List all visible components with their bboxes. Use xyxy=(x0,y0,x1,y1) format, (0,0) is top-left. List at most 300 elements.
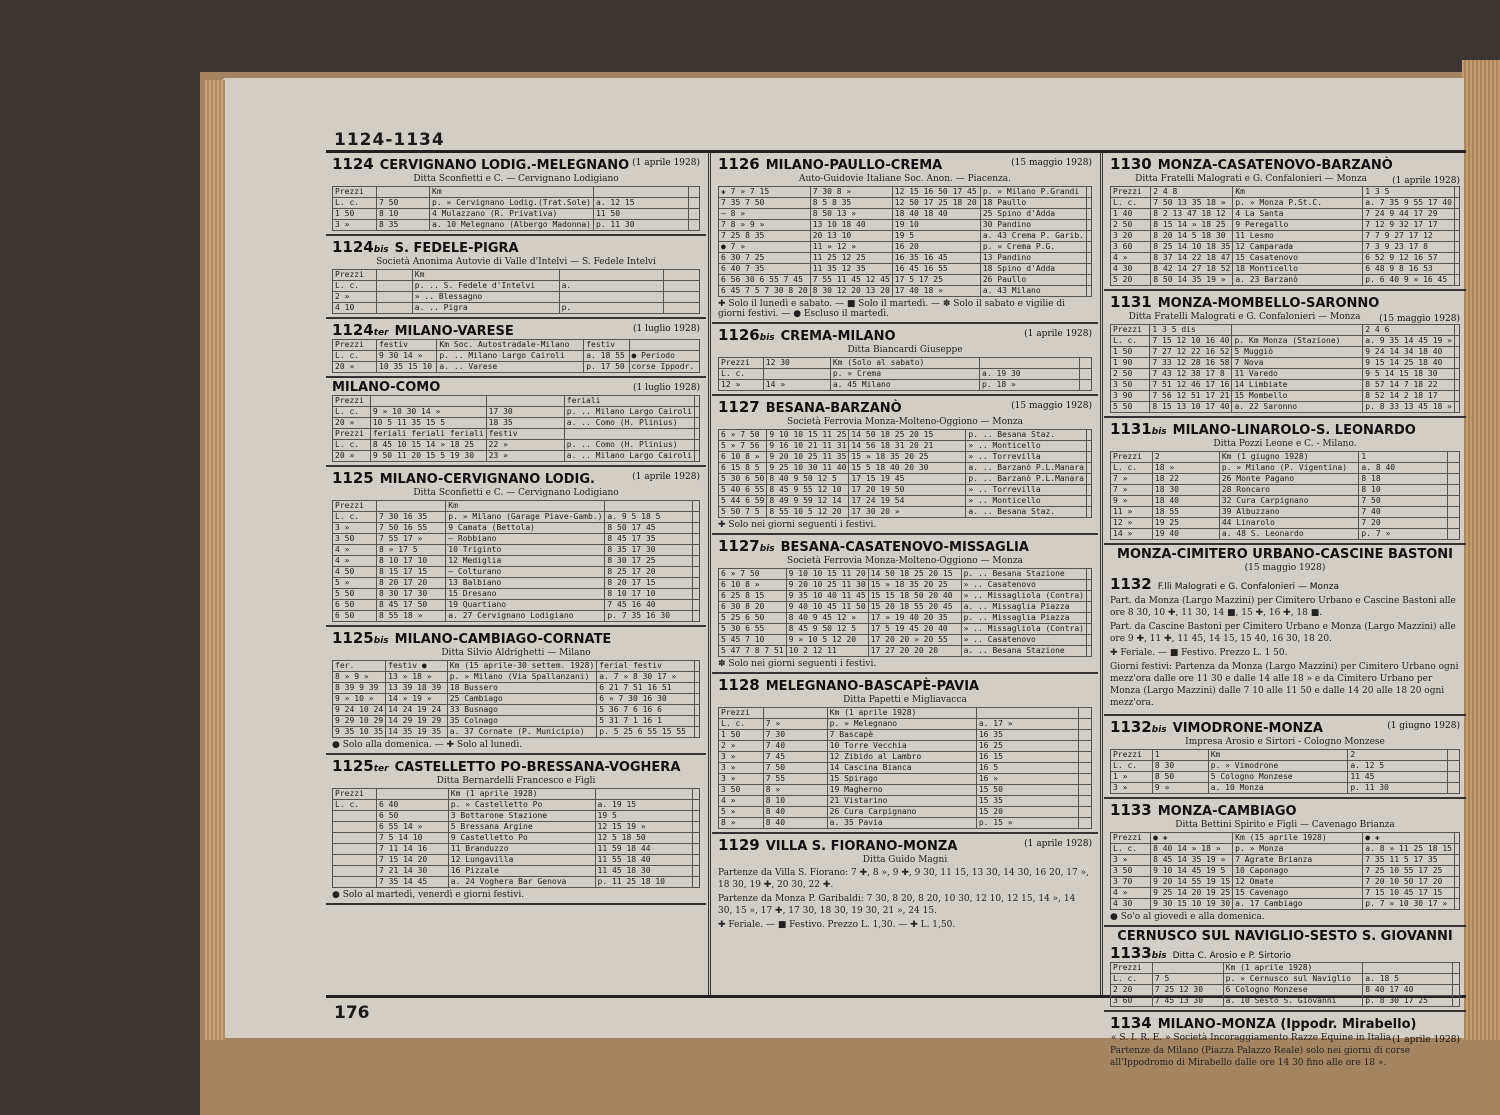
table-cell: p. .. Missaglia Piazza xyxy=(961,613,1086,624)
table-cell xyxy=(1455,855,1460,866)
table-row xyxy=(719,286,1092,297)
table-row xyxy=(1111,253,1460,264)
table-cell: 7 15 12 10 16 40 xyxy=(1150,336,1232,347)
table-cell xyxy=(1448,474,1460,485)
table-cell: 12 15 16 50 17 45 xyxy=(892,187,980,198)
table-cell: 9 » xyxy=(1152,783,1208,794)
table-cell: 8 » xyxy=(719,818,764,829)
section-operator: Ditta Biancardi Giuseppe xyxy=(847,345,963,355)
table-cell xyxy=(1087,430,1092,441)
table-cell: 8 25 17 20 xyxy=(605,567,693,578)
table-cell xyxy=(693,833,700,844)
table-cell xyxy=(370,396,486,407)
table-row xyxy=(333,789,700,800)
table-row xyxy=(1111,358,1460,369)
table-cell xyxy=(1080,380,1092,391)
table-cell: 18 40 18 40 xyxy=(892,209,980,220)
table-cell: feriali feriali feriali xyxy=(370,429,486,440)
table-cell: 7 50 xyxy=(1359,496,1448,507)
table-cell: 15 » 18 35 20 25 xyxy=(868,580,961,591)
section-operator: Ditta Bernardelli Francesco e Figli xyxy=(436,776,596,786)
table-cell: 17 5 19 45 20 40 xyxy=(868,624,961,635)
table-cell xyxy=(1453,963,1460,974)
section-number: 1126 xyxy=(718,155,760,173)
table-cell: 13 » 18 » xyxy=(386,672,448,683)
table-cell xyxy=(1087,264,1092,275)
table-row xyxy=(1111,496,1460,507)
table-cell: 4 » xyxy=(1111,888,1151,899)
table-cell: p. 11 30 xyxy=(1348,783,1448,794)
timetable xyxy=(718,568,1092,657)
table-cell: p. » Monza P.St.C. xyxy=(1233,198,1363,209)
section-date: (1 aprile 1928) xyxy=(632,158,700,168)
table-cell: 1 50 xyxy=(719,730,764,741)
table-cell: 2 » xyxy=(719,741,764,752)
table-cell: a. 37 Cornate (P. Municipio) xyxy=(447,727,597,738)
table-cell: a. 12 5 xyxy=(1348,761,1448,772)
table-cell: 9 » 10 30 14 » xyxy=(370,407,486,418)
table-row xyxy=(1111,452,1460,463)
table-cell: L. c. xyxy=(333,512,377,523)
table-cell: 3 20 xyxy=(1111,231,1151,242)
table-cell: Km (15 aprile-30 settem. 1928) xyxy=(447,661,597,672)
table-cell: 8 » xyxy=(763,785,827,796)
table-cell: 5 44 6 59 xyxy=(719,496,767,507)
table-cell: a. 18 5 xyxy=(1363,974,1453,985)
table-cell: 14 50 18 25 20 15 xyxy=(849,430,966,441)
table-cell: 7 30 8 » xyxy=(810,187,892,198)
table-cell: 18 » xyxy=(1152,463,1219,474)
table-cell: festiv xyxy=(584,340,629,351)
table-cell: 12 Omate xyxy=(1233,877,1363,888)
table-cell: 4 30 xyxy=(1111,264,1151,275)
section-operator: Ditta Pozzi Leone e C. - Milano. xyxy=(1213,439,1357,449)
table-cell: 2 4 8 xyxy=(1151,187,1233,198)
table-cell: 8 57 14 7 18 22 xyxy=(1363,380,1455,391)
table-cell: 13 39 18 39 xyxy=(386,683,448,694)
table-cell: 3 » xyxy=(333,220,377,231)
table-cell xyxy=(377,789,449,800)
section-date: (15 maggio 1928) xyxy=(1379,314,1460,324)
column-middle xyxy=(712,153,1098,995)
timetable xyxy=(718,707,1092,829)
table-cell: 7 25 8 35 xyxy=(719,231,811,242)
table-cell: 16 Pizzale xyxy=(448,866,595,877)
timetable xyxy=(332,660,700,738)
table-cell: 12 » xyxy=(1111,518,1153,529)
table-row xyxy=(333,418,700,429)
table-cell: 9 5 14 15 18 30 xyxy=(1363,369,1455,380)
table-cell: p. 7 » 10 30 17 » xyxy=(1363,899,1455,910)
table-cell xyxy=(1087,286,1092,297)
section-1126 xyxy=(712,153,1098,324)
column-divider xyxy=(1100,153,1103,995)
table-cell xyxy=(377,501,446,512)
section-text: ✚ Feriale. — ■ Festivo. Prezzo L. 1 50. xyxy=(1110,648,1288,658)
table-cell xyxy=(1455,220,1460,231)
table-cell: 3 » xyxy=(719,763,764,774)
table-cell xyxy=(1453,985,1460,996)
table-cell xyxy=(1453,996,1460,1007)
table-cell: 39 Albuzzano xyxy=(1219,507,1359,518)
table-cell: 14 24 19 24 xyxy=(386,705,448,716)
timetable xyxy=(1110,962,1460,1007)
table-cell xyxy=(693,589,700,600)
table-cell xyxy=(689,209,700,220)
table-cell xyxy=(693,855,700,866)
table-cell: 7 11 14 16 xyxy=(377,844,449,855)
section-title: MILANO-LINAROLO-S. LEONARDO xyxy=(1172,423,1416,438)
table-row xyxy=(1111,888,1460,899)
table-cell: 14 35 19 35 xyxy=(386,727,448,738)
table-cell: 9 30 14 » xyxy=(377,351,437,362)
table-cell: a. 12 15 xyxy=(593,198,688,209)
section-1133bis xyxy=(1104,927,1466,1012)
table-cell: a. 48 S. Leonardo xyxy=(1219,529,1359,540)
table-cell xyxy=(1448,783,1460,794)
section-date: (1 aprile 1928) xyxy=(1392,1035,1460,1045)
table-cell: p. 8 30 17 25 xyxy=(1363,996,1453,1007)
table-cell: 7 33 12 28 16 58 xyxy=(1150,358,1232,369)
table-cell: 9 50 11 20 15 5 19 30 xyxy=(370,451,486,462)
table-row xyxy=(333,727,700,738)
table-cell: 7 45 xyxy=(763,752,827,763)
table-cell xyxy=(333,877,377,888)
table-cell xyxy=(693,844,700,855)
table-cell: p. .. Milano Largo Cairoli xyxy=(437,351,584,362)
table-cell: 3 90 xyxy=(1111,391,1150,402)
table-cell: p. 15 » xyxy=(976,818,1078,829)
table-cell: 5 50 xyxy=(1111,402,1150,413)
table-cell: 8 30 xyxy=(1152,761,1208,772)
table-cell: Prezzi xyxy=(1111,750,1153,761)
table-cell: 5 Muggiò xyxy=(1232,347,1363,358)
timetable xyxy=(1110,749,1460,794)
table-cell: p. » Vimodrone xyxy=(1208,761,1348,772)
table-cell xyxy=(1087,187,1092,198)
section-number: 1125bis xyxy=(332,629,389,647)
table-cell: » .. Monticello xyxy=(966,441,1087,452)
table-cell: a. 10 Monza xyxy=(1208,783,1348,794)
table-cell xyxy=(1448,518,1460,529)
table-cell: 3 » xyxy=(719,774,764,785)
table-cell: 7 50 xyxy=(377,198,430,209)
table-cell: 6 » 7 50 xyxy=(719,569,787,580)
section-operator: Ditta Papetti e Migliavacca xyxy=(843,695,967,705)
section-text: Part. da Cascine Bastoni per Cimitero Urbano e Monza (Largo Mazzini) alle ore 9 ✚, 11 ✚, 11 45, 14 15, 15 40, 16 30, 18 20. xyxy=(1110,622,1456,644)
table-row xyxy=(719,507,1092,518)
table-row xyxy=(333,362,700,373)
table-row xyxy=(1111,242,1460,253)
table-cell: 8 15 13 10 17 40 xyxy=(1150,402,1232,413)
table-row xyxy=(1111,855,1460,866)
table-row xyxy=(333,600,700,611)
table-cell: 20 13 10 xyxy=(810,231,892,242)
table-row xyxy=(1111,996,1460,1007)
table-cell xyxy=(763,708,827,719)
section-1127 xyxy=(712,396,1098,535)
table-cell xyxy=(1087,198,1092,209)
table-row xyxy=(333,340,700,351)
table-row xyxy=(333,407,700,418)
section-number: 1132 xyxy=(1110,575,1152,593)
table-cell: 7 8 » 9 » xyxy=(719,220,811,231)
table-cell: 7 55 xyxy=(763,774,827,785)
table-cell: 3 » xyxy=(333,523,377,534)
table-row xyxy=(1111,877,1460,888)
section-1124 xyxy=(326,153,706,236)
table-cell: 4 La Santa xyxy=(1233,209,1363,220)
table-cell: Prezzi xyxy=(719,358,764,369)
table-row xyxy=(333,534,700,545)
table-row xyxy=(719,242,1092,253)
table-cell: 6 50 xyxy=(377,811,449,822)
table-cell: p. 7 » xyxy=(1359,529,1448,540)
table-cell: Prezzi xyxy=(333,429,371,440)
table-cell xyxy=(559,270,664,281)
table-cell: ● ✚ xyxy=(1151,833,1233,844)
table-cell: 8 25 14 10 18 35 xyxy=(1151,242,1233,253)
table-cell xyxy=(377,270,413,281)
table-cell: 14 29 19 29 xyxy=(386,716,448,727)
table-cell xyxy=(1232,325,1363,336)
table-cell: a. .. Barzanò P.L.Manara xyxy=(966,463,1087,474)
table-cell: 12 Zibido al Lambro xyxy=(827,752,976,763)
table-cell: p. » Cernusco sul Naviglio xyxy=(1223,974,1363,985)
table-cell: 13 Pandino xyxy=(980,253,1086,264)
table-cell: Prezzi xyxy=(1111,325,1150,336)
table-cell xyxy=(694,694,699,705)
table-cell: Prezzi xyxy=(1111,187,1151,198)
section-1134 xyxy=(1104,1012,1466,1074)
table-cell xyxy=(693,512,700,523)
table-cell: 6 25 8 15 xyxy=(719,591,787,602)
table-cell xyxy=(1455,253,1460,264)
table-cell: L. c. xyxy=(333,407,371,418)
table-cell: 8 18 xyxy=(1359,474,1448,485)
table-cell xyxy=(1455,242,1460,253)
table-cell: 7 Agrate Brianza xyxy=(1233,855,1363,866)
table-row xyxy=(333,556,700,567)
table-cell: a. xyxy=(559,281,664,292)
table-cell: 19 Quartiano xyxy=(446,600,605,611)
table-cell: 3 » xyxy=(1111,783,1153,794)
table-cell: a. 8 40 xyxy=(1359,463,1448,474)
table-row xyxy=(719,496,1092,507)
table-cell: 11 Branduzzo xyxy=(448,844,595,855)
table-row xyxy=(1111,833,1460,844)
table-cell: 7 35 7 50 xyxy=(719,198,811,209)
table-cell: 6 48 9 8 16 53 xyxy=(1363,264,1455,275)
table-cell xyxy=(693,611,700,622)
table-cell: 7 30 xyxy=(763,730,827,741)
table-cell: 17 20 19 50 xyxy=(849,485,966,496)
table-cell xyxy=(1087,253,1092,264)
table-cell xyxy=(1078,708,1091,719)
table-cell xyxy=(1078,763,1091,774)
table-row xyxy=(719,708,1092,719)
table-cell xyxy=(693,822,700,833)
table-cell: 7 5 xyxy=(1152,974,1223,985)
table-cell: 12 50 17 25 18 20 xyxy=(892,198,980,209)
table-cell: 12 5 18 50 xyxy=(595,833,693,844)
table-cell: Prezzi xyxy=(1111,452,1153,463)
table-cell xyxy=(486,396,564,407)
table-cell: 3 » xyxy=(719,752,764,763)
table-cell: a. 27 Cervignano Lodigiano xyxy=(446,611,605,622)
table-cell: p. » Milano (P. Vigentina) xyxy=(1219,463,1359,474)
section-title: VILLA S. FIORANO-MONZA xyxy=(765,839,958,854)
table-cell: 18 Paullo xyxy=(980,198,1086,209)
table-cell: 7 3 9 23 17 8 xyxy=(1363,242,1455,253)
table-cell: » .. Torrevilla xyxy=(966,452,1087,463)
table-cell: 8 20 17 20 xyxy=(377,578,446,589)
table-row xyxy=(333,270,700,281)
table-cell xyxy=(1455,209,1460,220)
section-number: 1125 xyxy=(332,469,374,487)
section-operator: Ditta Bettini Spirito e Figli — Cavenago Brianza xyxy=(1175,820,1395,830)
table-cell: 12 30 xyxy=(763,358,830,369)
table-cell xyxy=(1448,452,1460,463)
section-number: 1128 xyxy=(718,676,760,694)
table-row xyxy=(1111,463,1460,474)
table-cell xyxy=(664,281,700,292)
table-cell: » .. Casatenovo xyxy=(961,580,1086,591)
table-cell: 8 45 17 35 xyxy=(605,534,693,545)
table-cell xyxy=(694,672,699,683)
table-cell: 2 20 xyxy=(1111,985,1153,996)
section-operator: Ditta Guido Magni xyxy=(862,855,948,865)
table-row xyxy=(719,569,1092,580)
table-row xyxy=(719,463,1092,474)
table-cell xyxy=(377,281,413,292)
table-cell xyxy=(664,292,700,303)
table-cell: 17 20 20 » 20 55 xyxy=(868,635,961,646)
table-cell: 20 » xyxy=(333,451,371,462)
table-cell: a. .. Pigra xyxy=(412,303,559,314)
table-cell xyxy=(1448,750,1460,761)
table-row xyxy=(1111,231,1460,242)
section-1125ter xyxy=(326,755,706,905)
table-row xyxy=(719,741,1092,752)
table-row xyxy=(719,380,1092,391)
table-cell: 5 20 xyxy=(1111,275,1151,286)
section-1132 xyxy=(1104,545,1466,716)
table-cell: 3 60 xyxy=(1111,996,1153,1007)
table-row xyxy=(719,796,1092,807)
table-cell xyxy=(559,292,664,303)
table-cell: 14 Limbiate xyxy=(1232,380,1363,391)
table-cell: 8 40 17 40 xyxy=(1363,985,1453,996)
section-number: 1126bis xyxy=(718,326,775,344)
table-cell: 6 50 xyxy=(333,611,377,622)
timetable-page xyxy=(222,78,1464,1068)
table-cell: 9 25 10 30 11 40 xyxy=(767,463,849,474)
table-cell: 19 Magherno xyxy=(827,785,976,796)
table-cell: 7 20 xyxy=(1359,518,1448,529)
section-note: ● So'o al giovedì e alla domenica. xyxy=(1110,912,1265,922)
section-number: 1124bis xyxy=(332,238,389,256)
table-cell: 7 50 16 55 xyxy=(377,523,446,534)
table-cell xyxy=(694,661,699,672)
table-cell xyxy=(1455,336,1460,347)
table-cell xyxy=(1078,752,1091,763)
table-cell: 7 45 16 40 xyxy=(605,600,693,611)
table-cell xyxy=(1087,580,1092,591)
table-cell: » .. Casatenovo xyxy=(961,635,1086,646)
table-cell: p. .. S. Fedele d'Intelvi xyxy=(412,281,559,292)
table-cell: 9 25 14 20 19 25 xyxy=(1151,888,1233,899)
table-row xyxy=(333,844,700,855)
table-cell: 5 30 6 50 xyxy=(719,474,767,485)
table-cell: 44 Linarolo xyxy=(1219,518,1359,529)
section-1125 xyxy=(326,467,706,627)
table-cell: 3 » xyxy=(1111,855,1151,866)
table-row xyxy=(333,187,700,198)
table-row xyxy=(719,452,1092,463)
table-cell: L. c. xyxy=(333,800,377,811)
table-row xyxy=(1111,772,1460,783)
table-cell xyxy=(564,429,694,440)
table-cell: 9 Castelletto Po xyxy=(448,833,595,844)
table-cell xyxy=(1455,187,1460,198)
section-title: BESANA-CASATENOVO-MISSAGLIA xyxy=(780,540,1029,555)
table-row xyxy=(1111,264,1460,275)
timetable xyxy=(332,788,700,888)
section-title: S. FEDELE-PIGRA xyxy=(394,241,519,256)
table-cell: 7 12 9 32 17 17 xyxy=(1363,220,1455,231)
table-cell xyxy=(1455,347,1460,358)
table-row xyxy=(333,694,700,705)
table-cell: 12 Mediglia xyxy=(446,556,605,567)
table-cell xyxy=(689,198,700,209)
table-cell: 11 25 12 25 xyxy=(810,253,892,264)
table-row xyxy=(333,209,700,220)
section-operator: Impresa Arosio e Sirtori - Cologno Monzese xyxy=(1185,737,1385,747)
section-number: 1124ter xyxy=(332,321,389,339)
table-row xyxy=(719,635,1092,646)
table-cell: 3 50 xyxy=(719,785,764,796)
table-cell: 6 15 8 5 xyxy=(719,463,767,474)
table-cell xyxy=(1087,441,1092,452)
section-milano-como xyxy=(326,378,706,467)
section-number: 1130 xyxy=(1110,155,1152,173)
section-operator: Ditta C. Arosio e P. Sirtorio xyxy=(1172,951,1292,961)
table-cell xyxy=(695,440,700,451)
table-cell: 5 Bressana Argine xyxy=(448,822,595,833)
table-cell xyxy=(693,866,700,877)
table-cell xyxy=(664,303,700,314)
timetable xyxy=(718,429,1092,518)
section-operator: Ditta Fratelli Malograti e G. Confalonieri — Monza xyxy=(1135,174,1367,184)
table-cell: 19 40 xyxy=(1152,529,1219,540)
table-cell: ● ✚ xyxy=(1363,833,1455,844)
table-cell xyxy=(333,855,377,866)
section-number: 1127 xyxy=(718,398,760,416)
table-cell: 16 » xyxy=(976,774,1078,785)
table-cell xyxy=(976,708,1078,719)
table-cell: 4 Mulazzano (R. Privativa) xyxy=(430,209,594,220)
table-cell: 7 30 16 35 xyxy=(377,512,446,523)
table-cell: 8 10 17 10 xyxy=(605,589,693,600)
table-cell xyxy=(664,270,700,281)
table-cell: — Robbiano xyxy=(446,534,605,545)
table-cell: 14 » xyxy=(1111,529,1153,540)
timetable xyxy=(332,186,700,231)
table-cell: 8 55 18 » xyxy=(377,611,446,622)
section-note: ✽ Solo nei giorni seguenti i festivi. xyxy=(718,659,877,669)
table-cell: p. 18 » xyxy=(980,380,1080,391)
